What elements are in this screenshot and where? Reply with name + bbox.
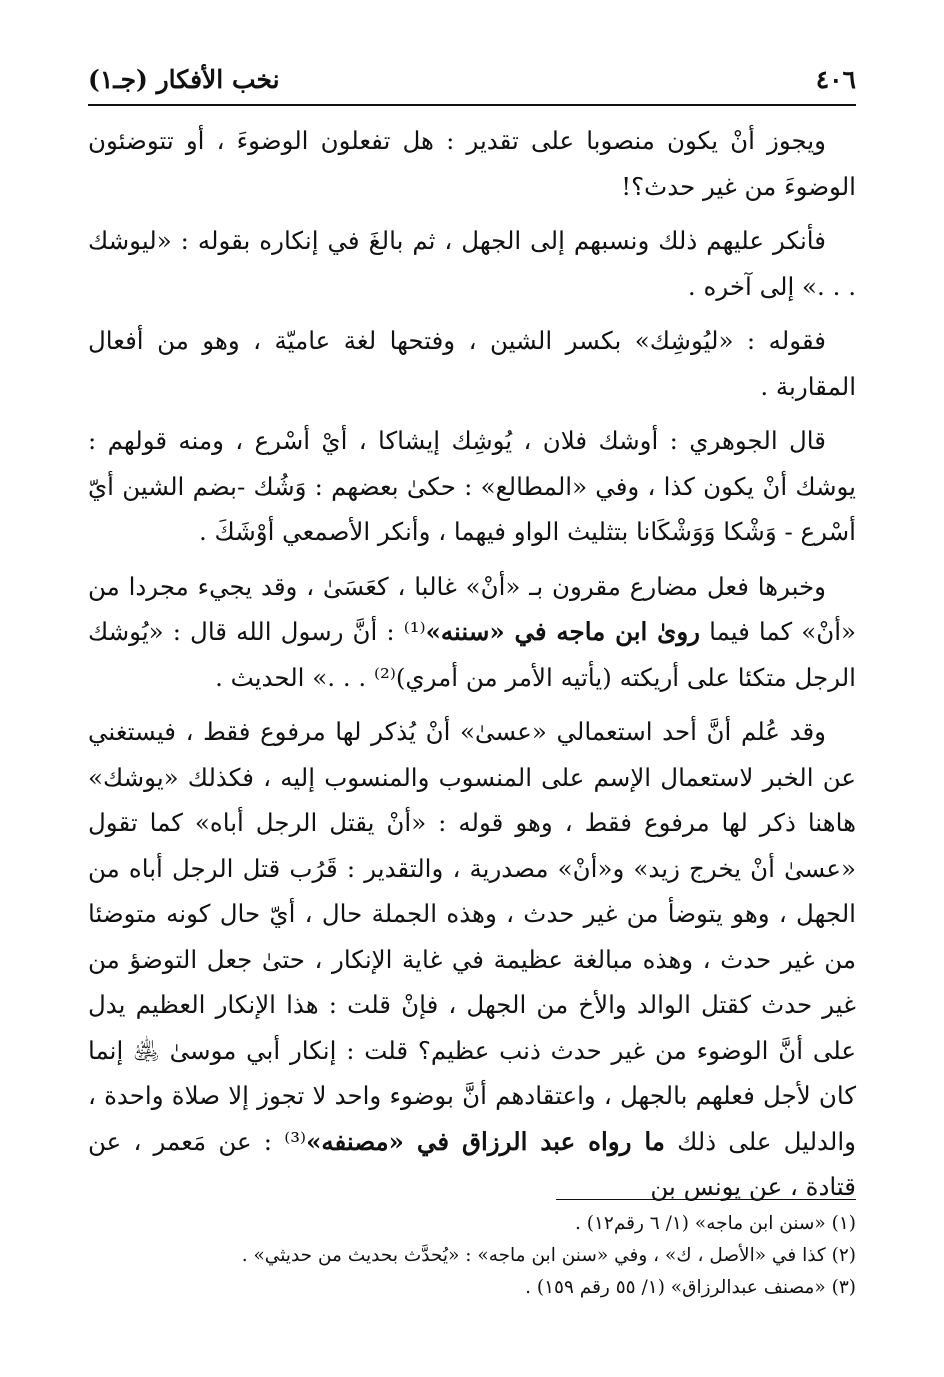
paragraph-text: وقد عُلم أنَّ أحد استعمالي «عسىٰ» أنْ يُذكر لها مرفوع فقط ، فيستغني عن الخبر لاستعمال الإسم على المنسوب والمنسوب إليه ، فكذلك «يوشك» هاهنا ذكر لها مرفوع فقط ، وهو قوله : «أنْ يقتل الرجل أباه» كما تقول «عسىٰ أنْ يخرج زيد» و«أنْ» مصدرية ، والتقدير : قَرُب قتل الرجل أباه من الجهل ، وهو يتوضأ من غير حدث ، وهذه الجملة حال ، أيّ حال كونه متوضئا من غير حدث ، وهذه مبالغة عظيمة في غاية الإنكار ، حتىٰ جعل التوضؤ من غير حدث كقتل الوالد والأخ من الجهل ، فإنْ قلت : هذا الإنكار العظيم يدل على أنَّ الوضوء من غير حدث ذنب عظيم؟ قلت : إنكار أبي موسىٰ ﵁ إنما كان لأجل فعلهم بالجهل ، واعتقادهم أنَّ بوضوء واحد لا تجوز إلا صلاة واحدة ، والدليل على ذلك <box>88 717 856 1156</box>
paragraph-text: ⁽¹⁾ : أنَّ رسول الله قال : «يُوشك الرجل متكئا على أريكته (يأتيه الأمر من أمري)⁽²⁾ . . .» الحديث . <box>88 617 856 692</box>
paragraph: ويجوز أنْ يكون منصوبا على تقدير : هل تفعلون الوضوءَ ، أو تتوضئون الوضوءَ من غير حدث؟! <box>88 126 856 201</box>
footnote: (١) «سنن ابن ماجه» (١/ ٦ رقم١٢) . <box>574 1213 856 1234</box>
footnote: (٣) «مصنف عبدالرزاق» (١/ ٥٥ رقم ١٥٩) . <box>525 1277 856 1298</box>
paragraph-text: وخبرها فعل مضارع مقرون بـ «أنْ» غالبا ، كعَسَىٰ ، وقد يجيء مجردا من «أنْ» كما فيما <box>88 571 857 646</box>
running-header <box>88 58 856 100</box>
paragraph-text: ⁽³⁾ : عن مَعمر ، عن قتادة ، عن يونس بن <box>88 1126 856 1201</box>
page-number: ٤٠٦ <box>815 64 856 94</box>
paragraph: فأنكر عليهم ذلك ونسبهم إلى الجهل ، ثم بالغَ في إنكاره بقوله : «ليوشك . . .» إلى آخره . <box>88 226 856 301</box>
main-text <box>88 118 856 1219</box>
footnotes <box>88 1208 856 1304</box>
footnote-divider <box>556 1199 856 1200</box>
paragraph: قال الجوهري : أوشك فلان ، يُوشِك إيشاكا ، أيْ أسْرع ، ومنه قولهم : يوشك أنْ يكون كذا ، وفي «المطالع» : حكىٰ بعضهم : وَشُك -بضم الشين أيّ أسْرع - وَشْكا وَوَشْكَانا بتثليث الواو فيهما ، وأنكر الأصمعي أوْشَكَ . <box>88 426 856 546</box>
paragraph <box>88 709 856 1210</box>
book-title: نخب الأفكار (جـ١) <box>88 64 280 94</box>
paragraph <box>88 564 856 701</box>
citation-bold: روىٰ ابن ماجه في «سننه» <box>425 617 701 646</box>
footnote: (٢) كذا في «الأصل ، ك» ، وفي «سنن ابن ماجه» : «يُحدَّث بحديث من حديثي» . <box>241 1245 856 1266</box>
header-divider <box>88 104 856 106</box>
citation-bold: ما رواه عبد الرزاق في «مصنفه» <box>306 1126 665 1156</box>
paragraph: فقوله : «ليُوشِك» بكسر الشين ، وفتحها لغة عاميّة ، وهو من أفعال المقاربة . <box>88 326 856 401</box>
